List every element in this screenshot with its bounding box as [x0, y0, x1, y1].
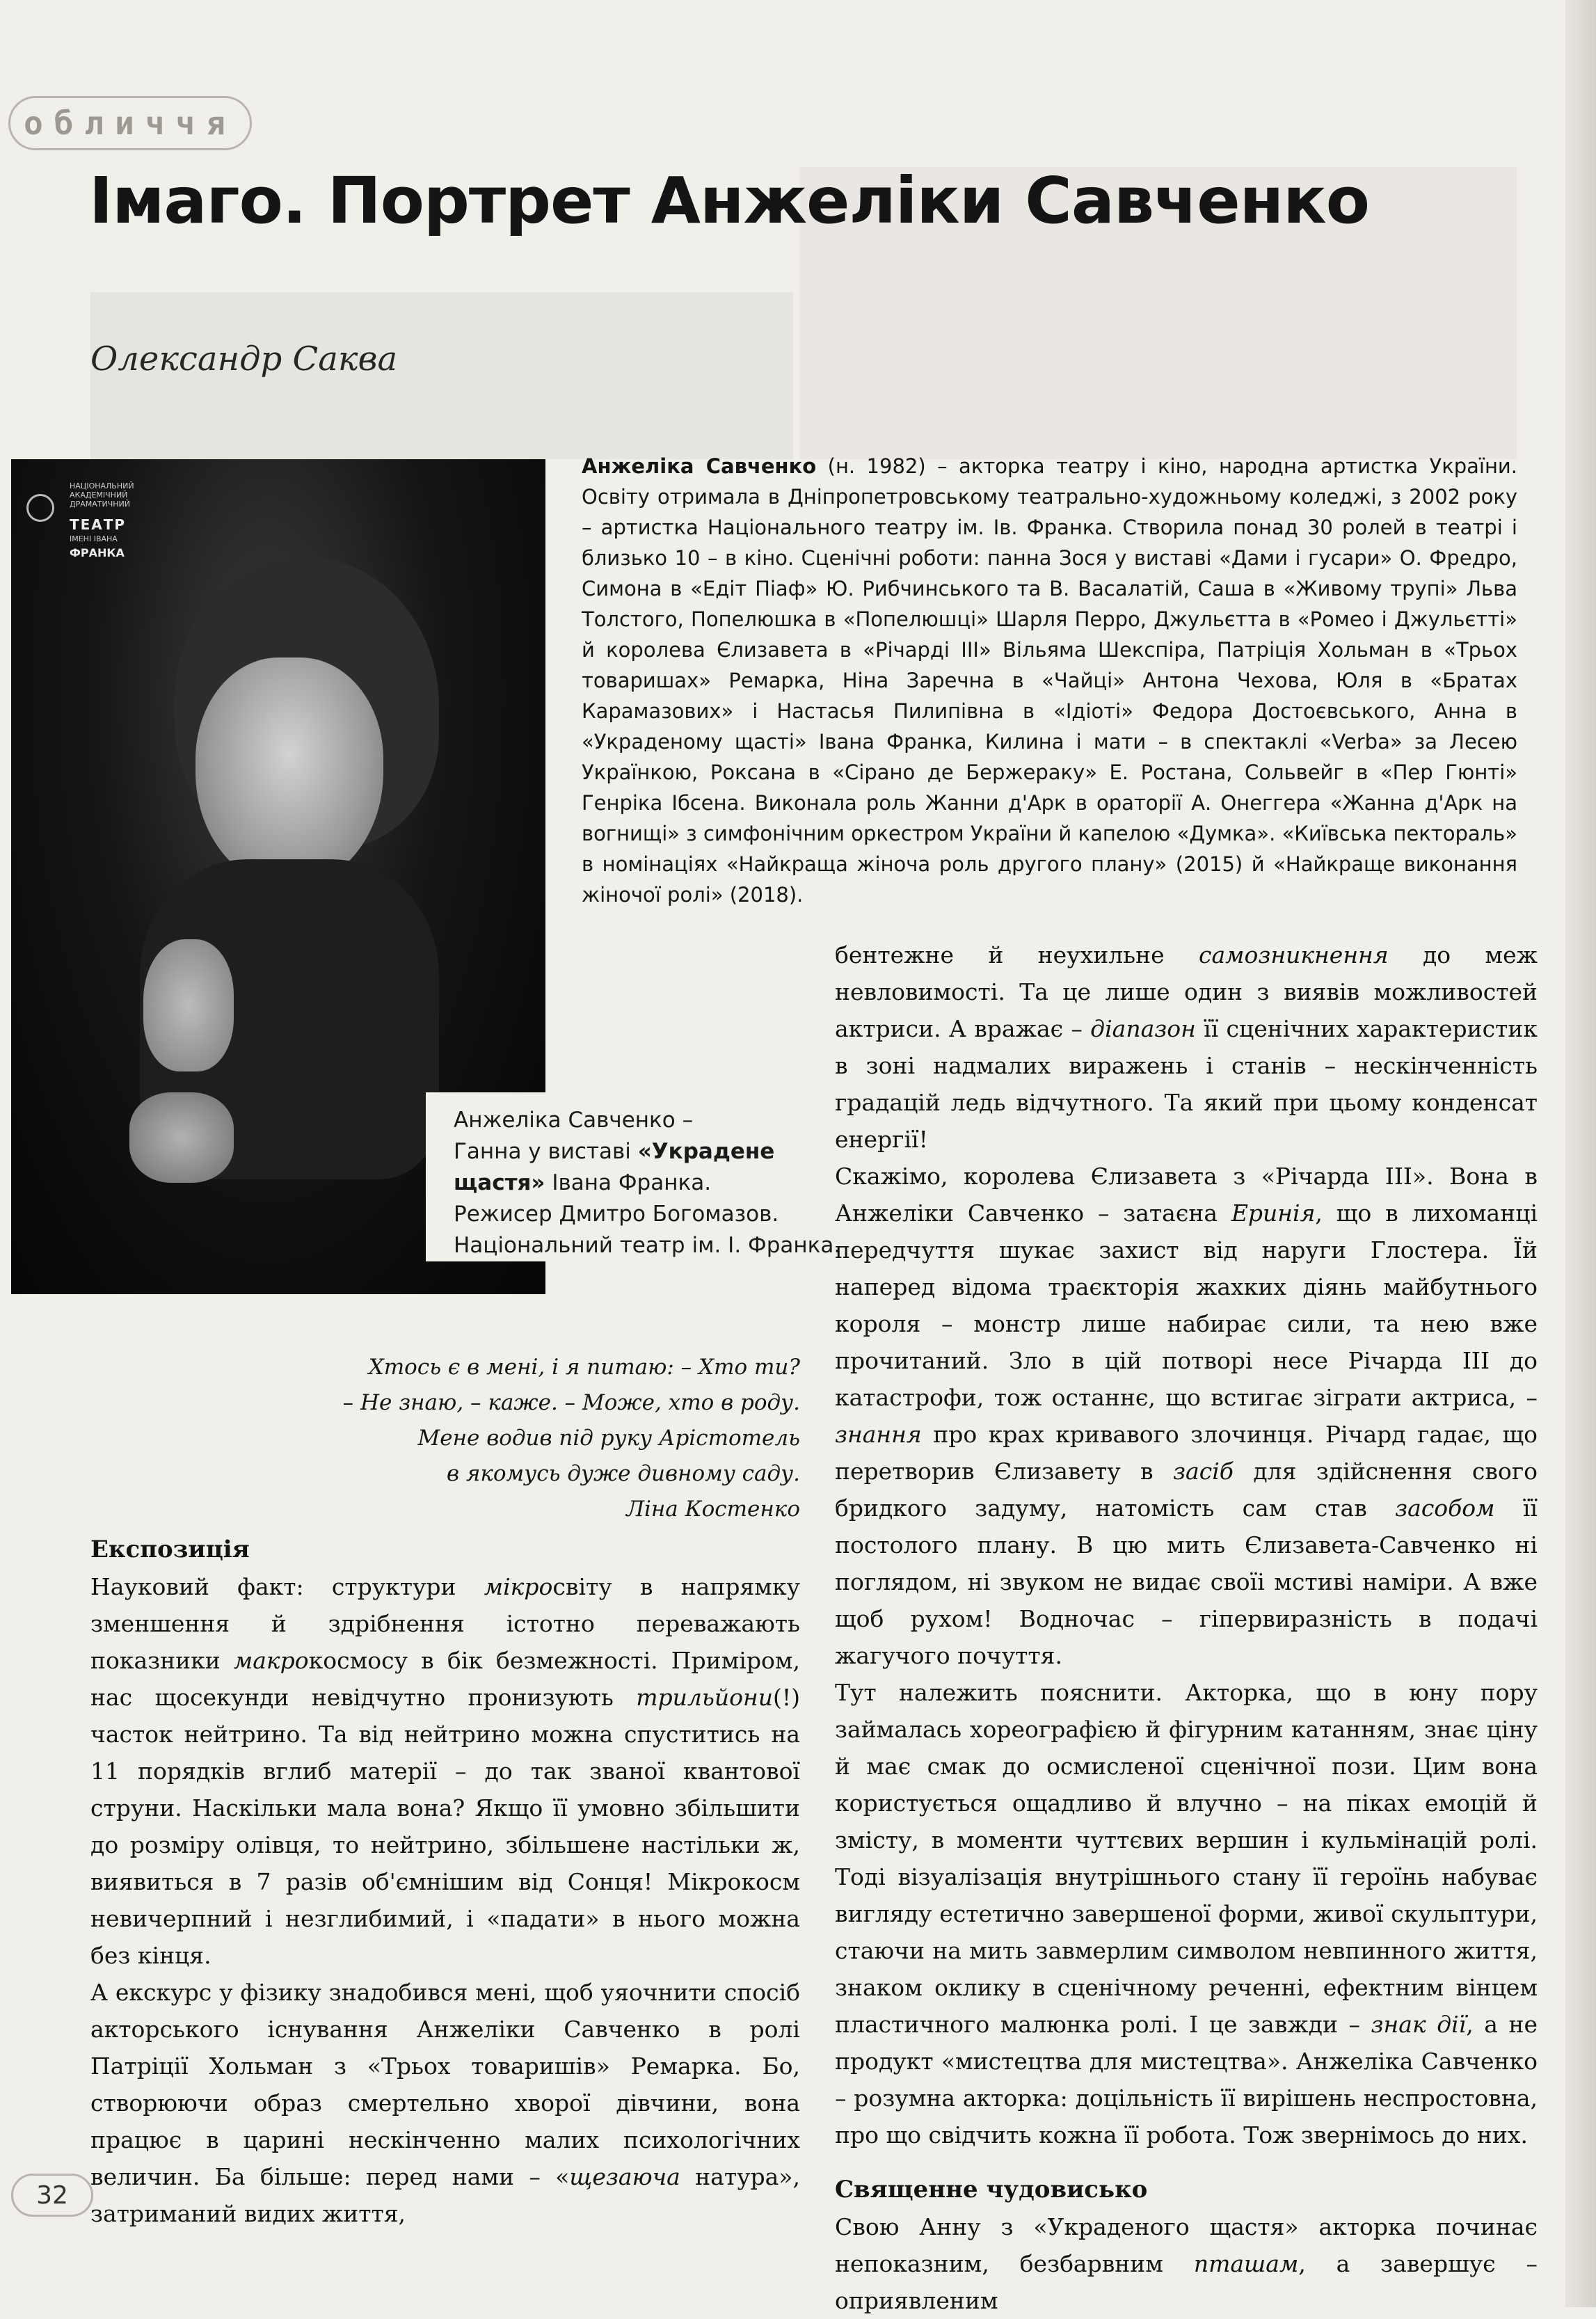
- caption-line-1: Анжеліка Савченко –: [454, 1108, 694, 1133]
- logo-small-text: НАЦІОНАЛЬНИЙ АКАДЕМІЧНИЙ ДРАМАТИЧНИЙ: [70, 481, 134, 509]
- theatre-logo: [26, 475, 166, 558]
- right-column: [835, 937, 1538, 2319]
- epigraph-line-3: Мене водив під руку Арістотель: [417, 1426, 800, 1451]
- article-author: Олександр Саква: [90, 340, 398, 378]
- right-paragraph-1: бентежне й неухильне самозникнення до меж невловимості. Та це лише один з виявів можливостей актриси. А вражає – діапазон її сценічних характеристик в зоні надмалих виражень і станів – нескінченність градацій ледь відчутного. Та який при цьому конденсат енергії!: [835, 941, 1538, 1153]
- photo-face: [195, 658, 383, 887]
- right-paragraph-4: Свою Анну з «Украденого щастя» акторка починає непоказним, безбарвним пташам, а завершує – оприявленим: [835, 2213, 1538, 2314]
- logo-big-text: ТЕАТР: [70, 516, 127, 533]
- logo-big-text-2: ФРАНКА: [70, 546, 125, 559]
- page-number: 32: [11, 2174, 93, 2217]
- right-paragraph-3: Тут належить пояснити. Акторка, що в юну пору займалась хореографією й фігурним катанням, знає ціну й має смак до осмисленої сценічної пози. Цим вона користується ощадливо й влучно – на піках емоцій й змісту, в моменти чуттєвих вершин і кульмінацій ролі. Тоді візуалізація внутрішнього стану її героїнь набуває вигляду естетично завершеної форми, живої скульптури, стаючи на мить завмерлим символом невпинного життя, знаком оклику в сценічному реченні, ефектним вінцем пластичного малюнка ролі. І це завжди – знак дії, а не продукт «мистецтва для мистецтва». Анжеліка Савченко – розумна акторка: доцільність її вирішень неспростовна, про що свідчить кожна її робота. Тож звернімось до них.: [835, 1679, 1538, 2149]
- photo-caption: [426, 1092, 850, 1261]
- caption-line-2c: Івана Франка.: [545, 1170, 712, 1195]
- heading-exposition: Експозиція: [90, 1536, 250, 1563]
- photo-hand-lower: [129, 1092, 234, 1183]
- logo-small-text-2: ІМЕНІ ІВАНА: [70, 534, 118, 543]
- bio-block: [582, 451, 1517, 910]
- article-title: Імаго. Портрет Анжеліки Савченко: [89, 164, 1369, 238]
- bio-text: (н. 1982) – акторка театру і кіно, народна артистка України. Освіту отримала в Дніпропетровському театрально-художньому коледжі, з 2002 року – артистка Національного театру ім. Ів. Франка. Створила понад 30 ролей в театрі і близько 10 – в кіно. Сценічні роботи: панна Зося у виставі «Дами і гусари» О. Фредро, Симона в «Едіт Піаф» Ю. Рибчинського та В. Васалатій, Саша в «Живому трупі» Льва Толстого, Попелюшка в «Попелюшці» Шарля Перро, Джульєтта в «Ромео і Джульєтті» й королева Єлизавета в «Річарді ІІІ» Вільяма Шекспіра, Патріція Хольман в «Трьох товаришах» Ремарка, Ніна Заречна в «Чайці» Антона Чехова, Юля в «Братах Карамазових» і Настасья Пилипівна в «Ідіоті» Федора Достоєвського, Анна в «Украденому щасті» Івана Франка, Килина і мати – в спектаклі «Verba» за Лесею Українкою, Роксана в «Сірано де Бержераку» Е. Ростана, Сольвейг в «Пер Гюнті» Генріка Ібсена. Виконала роль Жанни д'Арк в ораторії А. Онеггера «Жанна д'Арк на вогнищі» з симфонічним оркестром України й капелою «Думка». «Київська пектораль» в номінаціях «Найкраща жіноча роль другого плану» (2015) й «Найкраще виконання жіночої ролі» (2018).: [582, 454, 1517, 907]
- epigraph-signature: Ліна Костенко: [626, 1497, 800, 1522]
- caption-line-2a: Ганна у виставі: [454, 1139, 638, 1164]
- heading-sacred-monster: Священне чудовисько: [835, 2176, 1148, 2204]
- photo-hand: [143, 939, 234, 1071]
- section-rubric: обличчя: [8, 96, 252, 150]
- adjacent-page-edge: [1565, 0, 1596, 2307]
- caption-play-title: «Украдене щастя»: [454, 1139, 775, 1195]
- caption-line-3: Режисер Дмитро Богомазов. Національний театр ім. І. Франка.: [454, 1202, 841, 1258]
- right-paragraph-2: Скажімо, королева Єлизавета з «Річарда ІІІ». Вона в Анжеліки Савченко – затаєна Еринія, що в лихоманці передчуття шукає захист від наруги Глостера. Їй наперед відома траєкторія жахких діянь майбутнього короля – монстр лише набирає сили, та нею вже прочитаний. Зло в цій потворі несе Річарда ІІІ до катастрофи, тож останнє, що встигає зіграти актриса, – знання про крах кривавого злочинця. Річард гадає, що перетворив Єлизавету в засіб для здійснення свого бридкого задуму, натомість сам став засобом її постолого плану. В цю мить Єлизавета-Савченко ні поглядом, ні звуком не видає своїі мстиві наміри. А вже щоб рухом! Водночас – гіпервиразність в подачі жагучого почуття.: [835, 1163, 1538, 1669]
- epigraph-line-1: Хтось є в мені, і я питаю: – Хто ти?: [368, 1355, 800, 1380]
- left-paragraph-2: А екскурс у фізику знадобився мені, щоб уяочнити спосіб акторського існування Анжеліки Савченко в ролі Патріції Хольман з «Трьох товаришів» Ремарка. Бо, створюючи образ смертельно хворої дівчини, вона працює в царині нескінченно малих психологічних величин. Ба більше: перед нами – «щезаюча натура», затриманий видих життя,: [90, 1979, 800, 2227]
- logo-emblem-icon: [26, 494, 54, 522]
- epigraph-line-2: – Не знаю, – каже. – Може, хто в роду.: [342, 1390, 800, 1415]
- left-column: [90, 1531, 800, 2232]
- bio-name: Анжеліка Савченко: [582, 454, 817, 478]
- epigraph: [230, 1350, 800, 1527]
- left-paragraph-1: Науковий факт: структури мікросвіту в напрямку зменшення й здрібнення істотно переважають показники макрокосмосу в бік безмежності. Примiром, нас щосекунди невідчутно пронизують трильйони(!) часток нейтрино. Та від нейтрино можна спуститись на 11 порядків вглиб матерії – до так званої квантової струни. Наскільки мала вона? Якщо її умовно збільшити до розміру олівця, то нейтрино, збільшене настільки ж, виявиться в 7 разів об'ємнішим від Сонця! Мікрокосм невичерпний і незглибимий, і «падати» в нього можна без кінця.: [90, 1573, 800, 1969]
- epigraph-line-4: в якомусь дуже дивному саду.: [446, 1461, 800, 1486]
